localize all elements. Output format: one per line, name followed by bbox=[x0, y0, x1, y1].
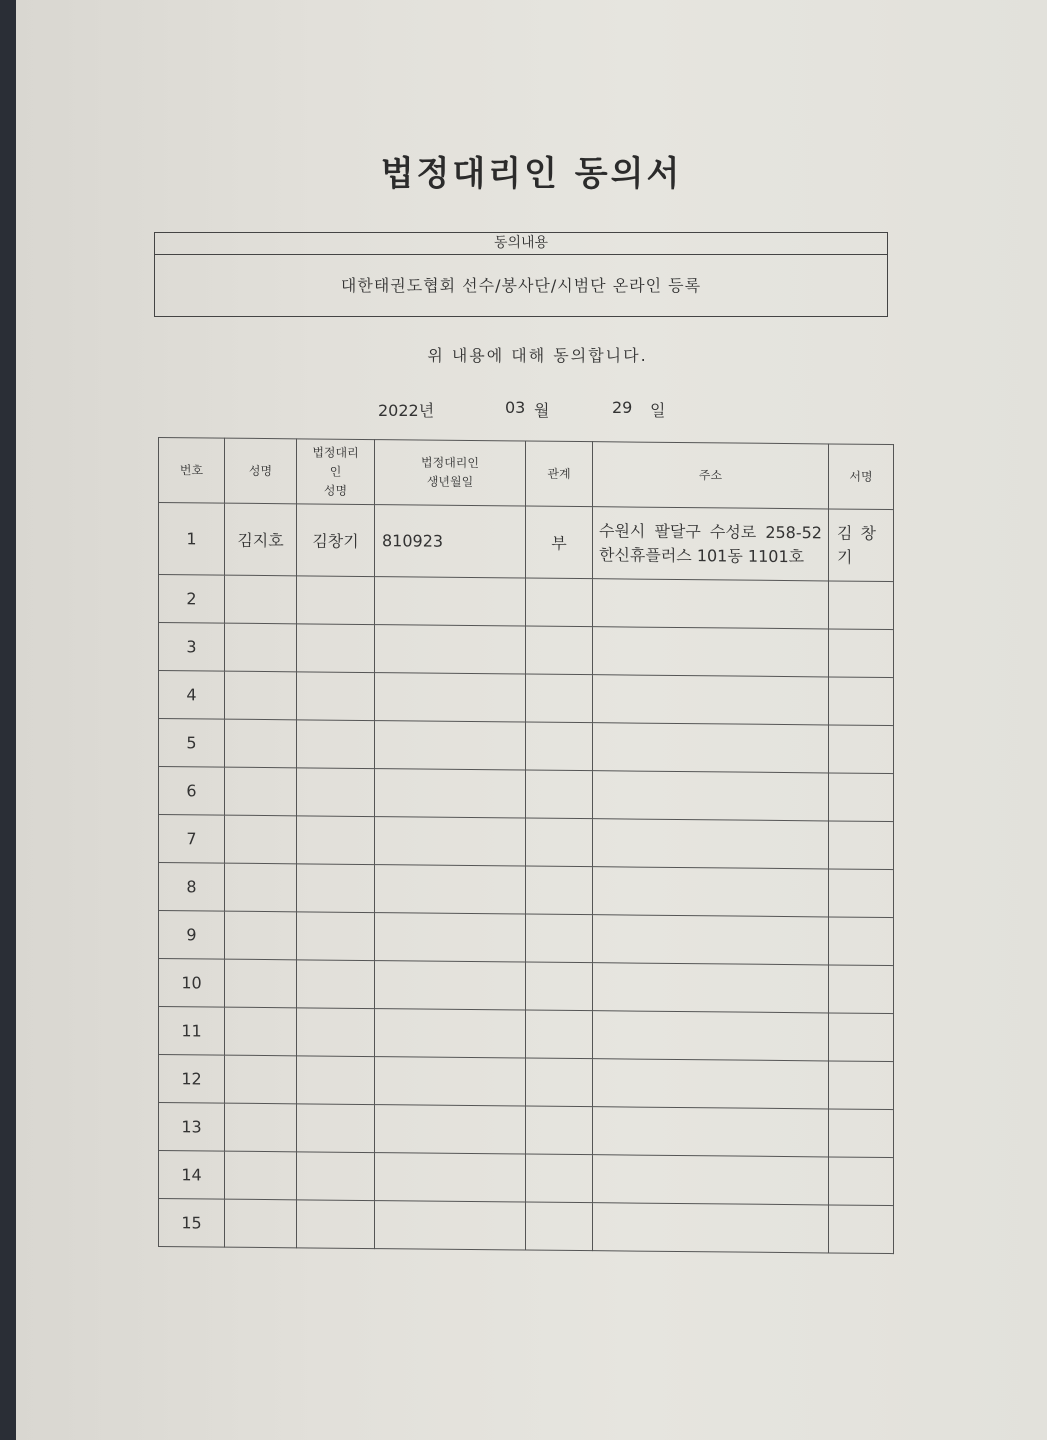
cell-number: 1 bbox=[159, 503, 225, 576]
cell-address bbox=[593, 867, 829, 917]
cell-name bbox=[225, 863, 297, 912]
cell-number: 3 bbox=[159, 623, 225, 672]
cell-relation bbox=[526, 626, 593, 675]
cell-signature bbox=[829, 773, 894, 822]
table-row bbox=[159, 503, 894, 582]
cell-number: 2 bbox=[159, 575, 225, 624]
document-title: 법정대리인 동의서 bbox=[380, 154, 683, 194]
cell-address bbox=[593, 675, 829, 725]
cell-signature bbox=[829, 509, 894, 582]
cell-address bbox=[593, 723, 829, 773]
header-name: 성명 bbox=[225, 438, 297, 504]
cell-name bbox=[225, 1055, 297, 1104]
cell-guardian-birth bbox=[375, 1009, 526, 1058]
cell-signature bbox=[829, 725, 894, 774]
cell-address bbox=[593, 1155, 829, 1205]
table-row bbox=[159, 1103, 894, 1158]
document-page bbox=[16, 0, 1047, 1440]
cell-guardian-birth bbox=[375, 865, 526, 914]
cell-guardian-name bbox=[297, 816, 375, 865]
date-month-value: 03 bbox=[505, 398, 526, 417]
consent-body: 대한태권도협회 선수/봉사단/시범단 온라인 등록 bbox=[340, 276, 702, 295]
cell-signature bbox=[829, 917, 894, 966]
cell-name bbox=[225, 623, 297, 672]
cell-guardian-birth bbox=[375, 961, 526, 1010]
cell-name bbox=[225, 815, 297, 864]
cell-number: 4 bbox=[159, 671, 225, 720]
cell-address bbox=[593, 1107, 829, 1157]
header-address: 주소 bbox=[593, 442, 829, 509]
cell-relation bbox=[526, 674, 593, 723]
cell-guardian-birth bbox=[375, 1201, 526, 1250]
header-guardian-birth-line2: 생년월일 bbox=[426, 474, 474, 490]
cell-relation bbox=[526, 962, 593, 1011]
cell-address bbox=[593, 771, 829, 821]
guardian-table bbox=[158, 437, 894, 1254]
cell-name bbox=[225, 671, 297, 720]
agreement-statement: 위 내용에 대해 동의합니다. bbox=[427, 346, 648, 365]
cell-guardian-birth bbox=[375, 913, 526, 962]
cell-relation bbox=[526, 578, 593, 627]
cell-relation bbox=[526, 722, 593, 771]
header-guardian-name-line1: 법정대리 bbox=[312, 444, 359, 460]
cell-number: 13 bbox=[159, 1103, 225, 1152]
date-month-unit: 월 bbox=[534, 401, 550, 420]
table-row bbox=[159, 767, 894, 822]
table-row bbox=[159, 1151, 894, 1206]
header-guardian-birth-line1: 법정대리인 bbox=[421, 455, 479, 471]
cell-guardian-birth bbox=[375, 817, 526, 866]
cell-name bbox=[225, 1151, 297, 1200]
cell-guardian-name bbox=[297, 1152, 375, 1201]
cell-relation bbox=[526, 914, 593, 963]
cell-guardian-name bbox=[297, 864, 375, 913]
cell-relation bbox=[526, 1106, 593, 1155]
cell-relation bbox=[526, 866, 593, 915]
header-number: 번호 bbox=[159, 438, 225, 504]
cell-guardian-name bbox=[297, 912, 375, 961]
table-row bbox=[159, 815, 894, 870]
cell-name bbox=[225, 1007, 297, 1056]
cell-number: 12 bbox=[159, 1055, 225, 1104]
cell-number: 9 bbox=[159, 911, 225, 960]
cell-relation bbox=[526, 1010, 593, 1059]
cell-number: 7 bbox=[159, 815, 225, 864]
header-guardian-name bbox=[297, 439, 375, 505]
address-text: 수원시 팔달구 수성로 258-52 한신휴플러스 101동 1101호 bbox=[599, 520, 822, 566]
cell-signature bbox=[829, 581, 894, 630]
table-row bbox=[159, 671, 894, 726]
cell-number: 5 bbox=[159, 719, 225, 768]
cell-signature bbox=[829, 1157, 894, 1206]
cell-guardian-name bbox=[297, 576, 375, 625]
cell-guardian-name bbox=[297, 720, 375, 769]
header-guardian-name-line2: 인 bbox=[329, 464, 342, 479]
cell-guardian-birth: 810923 bbox=[375, 505, 526, 578]
table-row bbox=[159, 719, 894, 774]
cell-guardian-name bbox=[297, 1008, 375, 1057]
cell-guardian-name bbox=[297, 672, 375, 721]
table-row bbox=[159, 1199, 894, 1254]
cell-guardian-birth bbox=[375, 1057, 526, 1106]
cell-signature bbox=[829, 677, 894, 726]
table-row bbox=[159, 959, 894, 1014]
cell-name bbox=[225, 911, 297, 960]
cell-address bbox=[593, 627, 829, 677]
cell-number: 6 bbox=[159, 767, 225, 816]
table-row bbox=[159, 1055, 894, 1110]
cell-guardian-birth bbox=[375, 1105, 526, 1154]
cell-guardian-name bbox=[297, 1056, 375, 1105]
cell-guardian-birth bbox=[375, 1153, 526, 1202]
header-guardian-birth bbox=[375, 440, 526, 506]
cell-name bbox=[225, 1103, 297, 1152]
consent-header: 동의내용 bbox=[155, 233, 887, 255]
date-year: 2022년 bbox=[378, 401, 435, 420]
cell-guardian-birth bbox=[375, 673, 526, 722]
cell-address bbox=[593, 915, 829, 965]
cell-number: 14 bbox=[159, 1151, 225, 1200]
cell-signature bbox=[829, 1061, 894, 1110]
table-row bbox=[159, 575, 894, 630]
header-relation: 관계 bbox=[526, 441, 593, 507]
table-header-row bbox=[159, 438, 894, 510]
cell-name bbox=[225, 719, 297, 768]
cell-signature bbox=[829, 1205, 894, 1254]
cell-guardian-name bbox=[297, 960, 375, 1009]
cell-guardian-name bbox=[297, 624, 375, 673]
date-day-value: 29 bbox=[612, 398, 633, 417]
cell-guardian-birth bbox=[375, 769, 526, 818]
cell-name: 김지호 bbox=[225, 503, 297, 576]
cell-relation bbox=[526, 1058, 593, 1107]
cell-name bbox=[225, 1199, 297, 1248]
cell-signature bbox=[829, 1109, 894, 1158]
cell-address bbox=[593, 1203, 829, 1253]
cell-guardian-name bbox=[297, 768, 375, 817]
header-guardian-name-line3: 성명 bbox=[323, 483, 348, 498]
cell-signature bbox=[829, 629, 894, 678]
cell-guardian-name bbox=[297, 1104, 375, 1153]
cell-name bbox=[225, 767, 297, 816]
cell-guardian-name: 김창기 bbox=[297, 504, 375, 577]
cell-number: 10 bbox=[159, 959, 225, 1008]
cell-address bbox=[593, 579, 829, 629]
cell-number: 11 bbox=[159, 1007, 225, 1056]
cell-relation: 부 bbox=[526, 506, 593, 579]
date-day-unit: 일 bbox=[650, 401, 666, 420]
cell-guardian-birth bbox=[375, 721, 526, 770]
cell-signature bbox=[829, 965, 894, 1014]
cell-address bbox=[593, 1059, 829, 1109]
cell-relation bbox=[526, 1154, 593, 1203]
cell-address bbox=[593, 963, 829, 1013]
signature-text: 김창기 bbox=[837, 523, 884, 567]
cell-signature bbox=[829, 869, 894, 918]
cell-relation bbox=[526, 818, 593, 867]
cell-guardian-birth bbox=[375, 577, 526, 626]
cell-guardian-birth bbox=[375, 625, 526, 674]
cell-relation bbox=[526, 1202, 593, 1251]
cell-relation bbox=[526, 770, 593, 819]
table-row bbox=[159, 863, 894, 918]
cell-signature bbox=[829, 821, 894, 870]
cell-signature bbox=[829, 1013, 894, 1062]
cell-number: 15 bbox=[159, 1199, 225, 1248]
consent-box bbox=[154, 232, 888, 317]
table-row bbox=[159, 623, 894, 678]
table-row bbox=[159, 911, 894, 966]
cell-name bbox=[225, 575, 297, 624]
cell-address bbox=[593, 507, 829, 581]
cell-name bbox=[225, 959, 297, 1008]
header-signature: 서명 bbox=[829, 444, 894, 510]
cell-guardian-name bbox=[297, 1200, 375, 1249]
cell-address bbox=[593, 1011, 829, 1061]
cell-address bbox=[593, 819, 829, 869]
cell-number: 8 bbox=[159, 863, 225, 912]
table-row bbox=[159, 1007, 894, 1062]
